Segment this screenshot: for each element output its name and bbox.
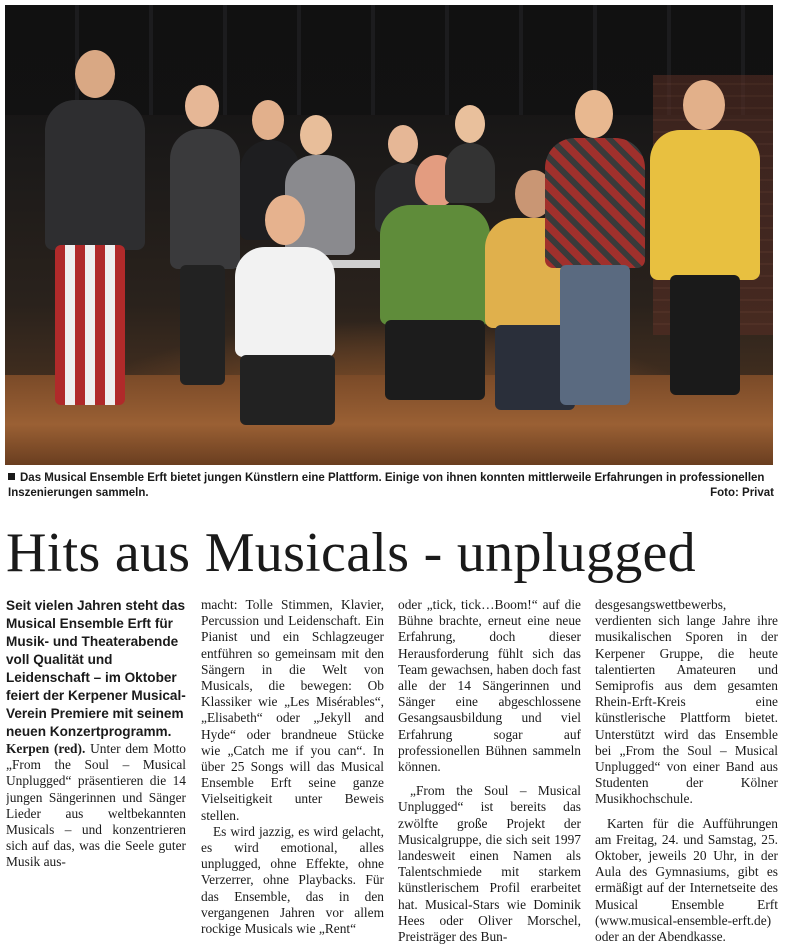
- ensemble-photo: [5, 5, 773, 465]
- caption-text: Das Musical Ensemble Erft bietet jungen Künstlern eine Plattform. Einige von ihnen konnten mittlerweile Erfahrungen in professionellen Inszenierungen sammeln.: [8, 472, 765, 499]
- column-2-paragraph-2: Es wird jazzig, es wird gelacht, es wird emotional, alles unplugged, ohne Effekte, ohne Verzerrer, ohne Playbacks. Für das Ensemble, das in den vergangenen Jahren vor allem rockige Musicals wie „Rent“: [201, 823, 384, 937]
- dateline: Kerpen (red).: [6, 741, 86, 756]
- caption-square-icon: [8, 473, 15, 480]
- column-4-paragraph-2: Karten für die Aufführungen am Freitag, 24. und Samstag, 25. Oktober, jeweils 20 Uhr, in der Aula des Gymnasiums, gibt es ermäßigt auf der Internetseite des Musical Ensemble Erft (www.musical-ensemble-erft.de) oder an der Abendkasse.: [595, 815, 778, 945]
- article-lead: Seit vielen Jahren steht das Musical Ensemble Erft für Musik- und Theaterabende voll Qualität und Leidenschaft – im Oktober feiert der Kerpener Musical-Verein Premiere mit seinem neuen Konzertprogramm.: [6, 598, 186, 739]
- photo-caption: [8, 471, 774, 501]
- column-1-text: [6, 741, 186, 871]
- article-headline: Hits aus Musicals - unplugged: [6, 522, 696, 584]
- photo-credit: Foto: Privat: [710, 487, 774, 499]
- column-2-paragraph-1: macht: Tolle Stimmen, Klavier, Percussion und Leidenschaft. Ein Pianist und ein Schlagzeuger entführen so gemeinsam mit den Sängern in die Welt von Musicals, die bewegen: Ob Klassiker wie „Les Misérables“, „Elisabeth“ oder „Jekyll and Hyde“ oder brandneue Stücke wie „Catch me if you can“. In über 25 Songs will das Musical Ensemble Erft seine ganze Vielseitigkeit unter Beweis stellen.: [201, 597, 384, 823]
- column-1: [6, 597, 186, 871]
- column-3-paragraph-1: oder „tick, tick…Boom!“ auf die Bühne brachte, erneut eine neue Erfahrung, doch dieser Herausforderung fühlt sich das Team gewachsen, haben doch fast alle der 14 Sängerinnen und Sänger eine abgeschlossene Gesangsausbildung und viel Erfahrung sogar auf professionellen Bühnen sammeln können.: [398, 597, 581, 775]
- photo-performer: [645, 80, 765, 400]
- column-3: [398, 597, 581, 945]
- column-2: [201, 597, 384, 937]
- photo-performer: [540, 90, 650, 410]
- photo-performer: [220, 195, 350, 435]
- column-3-paragraph-2: „From the Soul – Musical Unplugged“ ist bereits das zwölfte große Projekt der Musicalgruppe, die sich seit 1997 landesweit einen Namen als Talentschmiede mit starkem künstlerischem Profil erarbeitet hat. Musical-Stars wie Dominik Hees oder Oliver Morschel, Preisträger des Bun-: [398, 783, 581, 945]
- photo-performer: [25, 45, 155, 425]
- column-4: [595, 597, 778, 945]
- column-4-paragraph-1: desgesangswettbewerbs, verdienten sich lange Jahre ihre musikalischen Sporen in der Kerpener Gruppe, die heute talentierten Amateuren und Semiprofis aus dem gesamten Rhein-Erft-Kreis eine künstlerische Plattform bietet. Unterstützt wird das Ensemble bei „From the Soul – Musical Unplugged“ von einer Band aus Studenten der Kölner Musikhochschule.: [595, 597, 778, 807]
- column-1-body: Unter dem Motto „From the Soul – Musical Unplugged“ präsentieren die 14 jungen Sängerinnen und Sänger Lieder aus weltbekannten Musicals – und konzentrieren sich auf das, was die Seele guter Musik aus-: [6, 741, 186, 870]
